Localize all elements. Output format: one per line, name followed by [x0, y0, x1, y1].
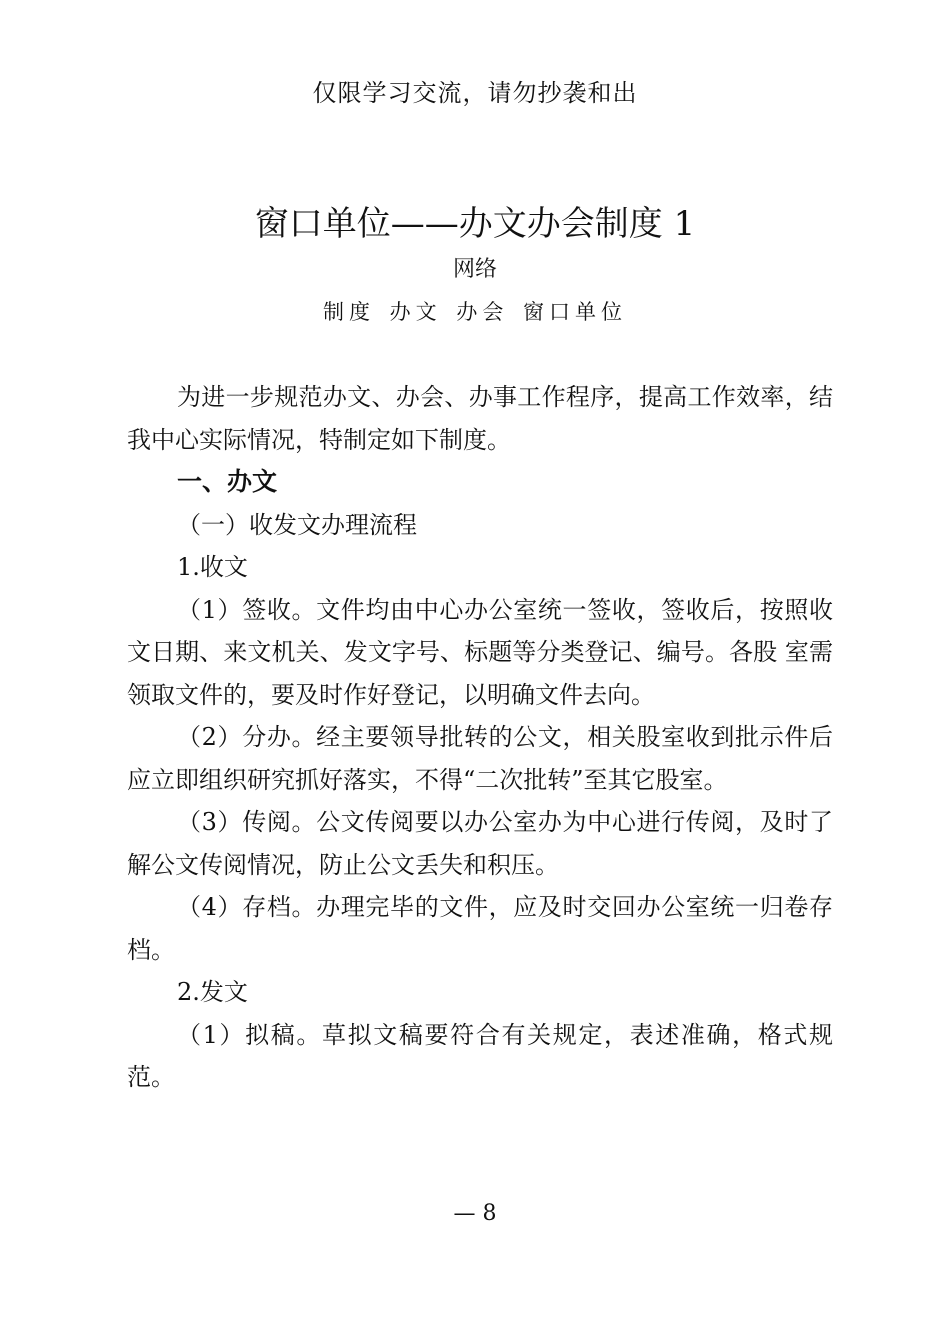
- document-source: 网络: [452, 257, 497, 282]
- tag-item: 办文: [389, 300, 442, 324]
- document-body: [127, 376, 833, 1099]
- receive-step-archive: （4）存档。办理完毕的文件，应及时交回办公室统一归卷存档。: [127, 893, 833, 964]
- subsection-heading-document-flow: （一）收发文办理流程: [177, 510, 417, 539]
- document-title: 窗口单位——办文办会制度 1: [254, 204, 696, 244]
- tag-item: 制度: [322, 300, 375, 324]
- tag-item: 办会: [456, 300, 509, 324]
- receive-step-distribute: （2）分办。经主要领导批转的公文，相关股室收到批示件后应立即组织研究抓好落实，不得“二次批转”至其它股室。: [127, 723, 833, 794]
- intro-paragraph: 为进一步规范办文、办会、办事工作程序，提高工作效率，结我中心实际情况，特制定如下制度。: [127, 383, 833, 454]
- page-number: — 8: [453, 1201, 497, 1226]
- tag-item: 窗口单位: [523, 300, 628, 324]
- receive-step-circulate: （3）传阅。公文传阅要以办公室办为中心进行传阅，及时了解公文传阅情况，防止公文丢失和积压。: [127, 808, 833, 879]
- send-step-draft: （1）拟稿。草拟文稿要符合有关规定，表述准确，格式规范。: [127, 1020, 833, 1091]
- tag-list: [0, 296, 950, 328]
- section-heading-office-documents: 一、办文: [177, 467, 278, 496]
- item-heading-receive-documents: 1.收文: [177, 553, 248, 581]
- header-note: 仅限学习交流，请勿抄袭和出: [312, 79, 638, 107]
- item-heading-send-documents: 2.发文: [177, 978, 248, 1006]
- receive-step-sign: （1）签收。文件均由中心办公室统一签收，签收后，按照收文日期、来文机关、发文字号、标题等分类登记、编号。各股 室需领取文件的，要及时作好登记，以明确文件去向。: [127, 595, 833, 709]
